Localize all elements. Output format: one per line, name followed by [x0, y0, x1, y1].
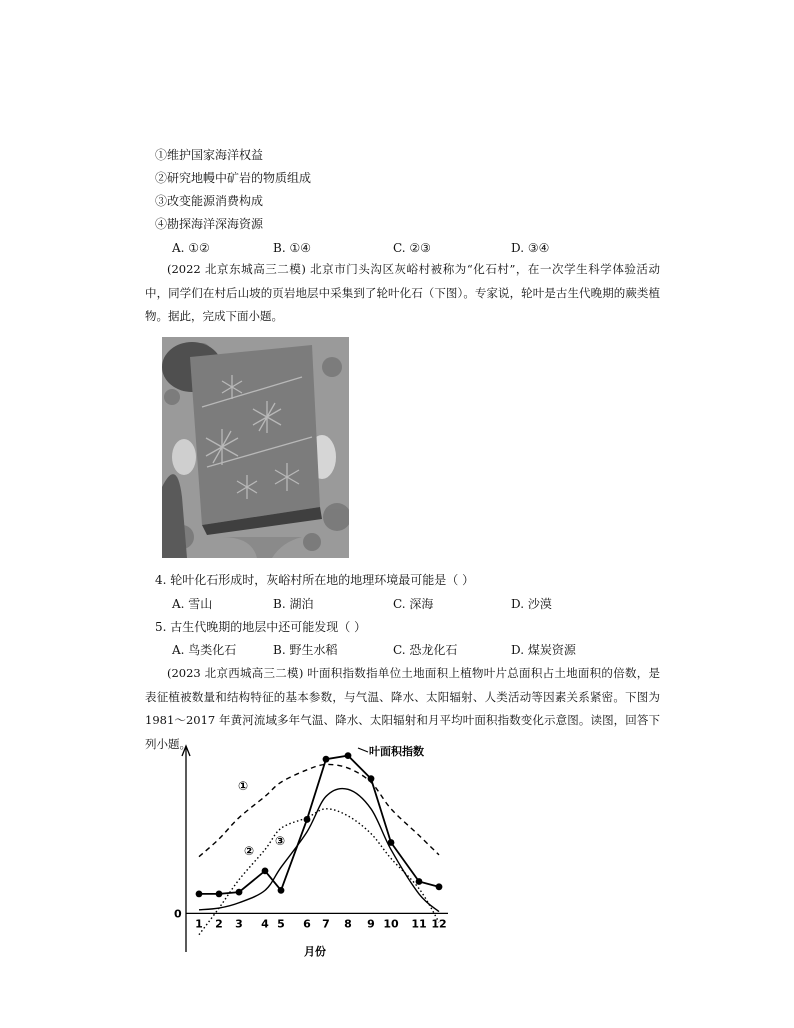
- series-label-2: ②: [244, 844, 255, 858]
- data-point: [368, 775, 375, 782]
- option-d: D. 煤炭资源: [511, 643, 576, 657]
- data-point: [323, 756, 330, 763]
- option-c: C. ②③: [393, 241, 431, 255]
- fossil-photo: [162, 337, 349, 558]
- data-point: [236, 889, 243, 896]
- x-tick-label: 8: [344, 917, 352, 931]
- x-tick-label: 4: [261, 917, 269, 931]
- legend-pointer: [358, 748, 368, 752]
- option-a: A. ①②: [172, 241, 210, 255]
- series-label-leaf-index: 叶面积指数: [369, 745, 424, 758]
- data-point: [278, 887, 285, 894]
- x-tick-label: 1: [195, 917, 203, 931]
- option-d: D. 沙漠: [511, 597, 552, 611]
- data-point: [416, 878, 423, 885]
- series-label-1: ①: [238, 779, 249, 793]
- intro-item-2: ②研究地幔中矿岩的物质组成: [155, 171, 312, 185]
- data-point: [262, 867, 269, 874]
- y-tick-label: 0: [174, 907, 182, 921]
- x-tick-label: 12: [431, 917, 447, 931]
- option-d: D. ③④: [511, 241, 550, 255]
- option-b: B. ①④: [273, 241, 311, 255]
- intro-item-1: ①维护国家海洋权益: [155, 148, 264, 162]
- x-tick-label: 6: [303, 917, 311, 931]
- option-c: C. 深海: [393, 597, 434, 611]
- option-b: B. 野生水稻: [273, 643, 338, 657]
- data-point: [304, 816, 311, 823]
- series-line-4: [199, 756, 439, 894]
- leaf-area-chart: [168, 740, 458, 960]
- data-point: [436, 883, 443, 890]
- x-tick-label: 7: [322, 917, 330, 931]
- option-a: A. 鸟类化石: [172, 643, 237, 657]
- question-5-stem: 5. 古生代晚期的地层中还可能发现（ ）: [155, 620, 367, 634]
- data-point: [196, 891, 203, 898]
- x-tick-label: 10: [383, 917, 399, 931]
- question-4-stem: 4. 轮叶化石形成时，灰峪村所在地的地理环境最可能是（ ）: [155, 573, 475, 587]
- passage-1: [145, 258, 660, 329]
- passage-1-text: (2022 北京东城高三二模) 北京市门头沟区灰峪村被称为“化石村”，在一次学生科学体验活动中，同学们在村后山坡的页岩地层中采集到了轮叶化石（下图）。专家说，轮叶是古生代晚期的蕨类植物。据此，完成下面小题。: [145, 262, 660, 323]
- series-line-2: [199, 809, 439, 935]
- option-c: C. 恐龙化石: [393, 643, 458, 657]
- intro-item-3: ③改变能源消费构成: [155, 194, 264, 208]
- x-tick-label: 2: [215, 917, 223, 931]
- data-point: [216, 891, 223, 898]
- x-tick-label: 3: [235, 917, 243, 931]
- passage-2-text: (2023 北京西城高三二模) 叶面积指数指单位土地面积上植物叶片总面积占土地面积的倍数，是表征植被数量和结构特征的基本参数，与气温、降水、太阳辐射、人类活动等因素关系紧密。下图为 1981～2017 年黄河流域多年气温、降水、太阳辐射和月平均叶面积指数变化示意图。读图，回答下列小题。: [145, 666, 660, 751]
- data-point: [345, 752, 352, 759]
- option-b: B. 湖泊: [273, 597, 314, 611]
- x-tick-label: 9: [367, 917, 375, 931]
- data-point: [388, 839, 395, 846]
- option-a: A. 雪山: [172, 597, 213, 611]
- intro-item-4: ④勘探海洋深海资源: [155, 217, 264, 231]
- x-tick-label: 11: [411, 917, 427, 931]
- x-axis-label: 月份: [304, 945, 326, 958]
- series-label-3: ③: [275, 834, 286, 848]
- x-tick-label: 5: [277, 917, 285, 931]
